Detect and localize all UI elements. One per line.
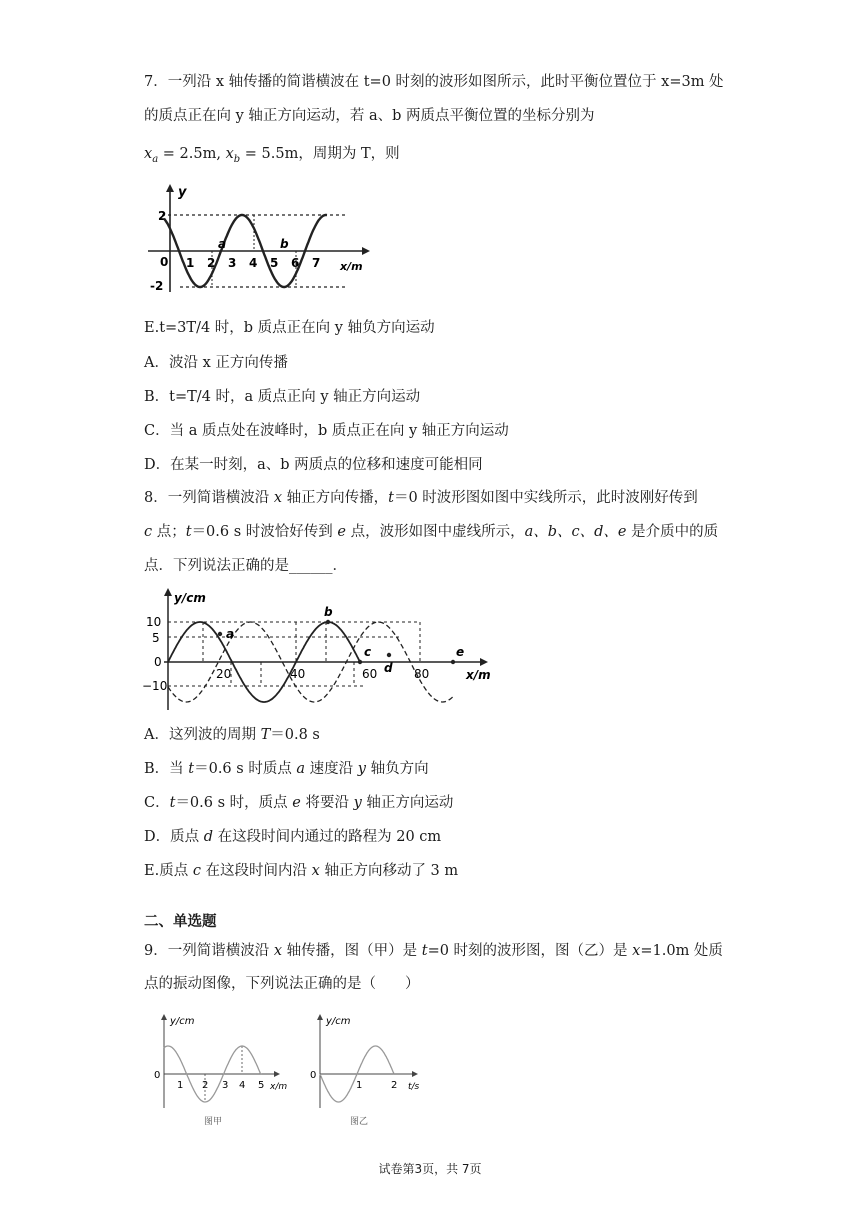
q8-text: D．质点	[144, 829, 204, 845]
q7-formula-xa: x	[144, 146, 153, 162]
q9b-x-label: t/s	[408, 1082, 420, 1092]
q7-option-d: D．在某一时刻，a、b 两质点的位移和速度可能相同	[144, 457, 483, 473]
q9-text: 轴传播，图（甲）是	[282, 943, 422, 959]
q8-xtick-40: 40	[290, 667, 306, 681]
q8-text: 轴正方向传播，	[282, 490, 389, 506]
q9-var: x	[273, 943, 283, 959]
q7-wave-graph	[140, 180, 380, 298]
q7-stem-line3	[144, 143, 400, 171]
q8-text: 轴负方向	[366, 761, 429, 777]
q8-text: 点，波形如图中虚线所示，	[345, 524, 525, 540]
q7-ymax-label: 2	[158, 209, 167, 223]
q7-tick-2: 2	[207, 256, 216, 270]
q9-var: t	[421, 943, 428, 959]
q8-point-b	[326, 620, 330, 624]
q9a-caption: 图甲	[204, 1117, 223, 1127]
q9b-y-label: y/cm	[326, 1016, 351, 1027]
q8-text: 点；	[152, 524, 186, 540]
q8-label-b: b	[324, 605, 333, 619]
q8-text: A．这列波的周期	[144, 727, 261, 743]
q8-ytick-5: 5	[152, 631, 160, 645]
q8-label-c: c	[364, 645, 372, 659]
q8-label-a: a	[226, 627, 235, 641]
q7-point-b-label: b	[280, 237, 289, 251]
q9a-origin: 0	[154, 1070, 161, 1081]
q7-formula-sub-a: a	[152, 153, 159, 165]
q8-point-a	[218, 632, 222, 636]
q7-option-a: A．波沿 x 正方向传播	[144, 355, 288, 371]
q9a-y-label: y/cm	[170, 1016, 195, 1027]
q8-x-label: x/m	[466, 668, 491, 682]
q8-label-e: e	[456, 645, 465, 659]
q7-stem-tail: ，周期为 T，则	[298, 146, 400, 162]
q7-stem-line2: 的质点正在向 y 轴正方向运动，若 a、b 两质点平衡位置的坐标分别为	[144, 108, 595, 124]
q7-option-b: B．t=T/4 时，a 质点正向 y 轴正方向运动	[144, 389, 421, 405]
q7-tick-6: 6	[291, 256, 300, 270]
q8-option-e	[144, 860, 458, 882]
q8-text: 速度沿	[305, 761, 358, 777]
page-footer: 试卷第3页，共 7页	[378, 1162, 482, 1176]
q8-text: 轴正方向运动	[361, 795, 454, 811]
q9a-tick-3: 3	[222, 1080, 229, 1091]
q8-var: T	[260, 727, 271, 743]
q8-text: E.质点	[144, 863, 193, 879]
q7-tick-3: 3	[228, 256, 237, 270]
q8-point-c	[358, 660, 362, 664]
q8-text: ＝0.8 s	[270, 727, 320, 743]
q8-option-b	[144, 758, 429, 780]
q8-var: x	[273, 490, 283, 506]
q9a-tick-5: 5	[258, 1080, 265, 1091]
q7-tick-4: 4	[249, 256, 258, 270]
q9a-tick-4: 4	[239, 1080, 246, 1091]
q8-ytick-neg10: −10	[142, 679, 168, 693]
q8-var: t	[185, 524, 192, 540]
q7-point-a-label: a	[218, 237, 227, 251]
q9-stem-line1	[144, 940, 723, 962]
q7-option-e: E.t=3T/4 时，b 质点正在向 y 轴负方向运动	[144, 320, 435, 336]
q8-xtick-20: 20	[216, 667, 232, 681]
q8-ytick-10: 10	[146, 615, 162, 629]
q7-origin-label: 0	[160, 255, 169, 269]
q8-text: C．	[144, 795, 170, 811]
q8-wave-graph	[140, 586, 500, 714]
q9-text: 9．一列简谐横波沿	[144, 943, 274, 959]
q8-var: t	[388, 490, 394, 506]
q9-figure-a	[146, 1012, 296, 1130]
q8-var: y	[357, 761, 366, 777]
q8-text: 将要沿	[300, 795, 354, 811]
q8-point-e	[451, 660, 455, 664]
q8-text: 8．一列简谐横波沿	[144, 490, 274, 506]
q8-y-label: y/cm	[174, 591, 206, 605]
q8-var: e	[292, 795, 301, 811]
q8-option-a	[144, 724, 320, 746]
q8-text: ＝0.6 s 时质点	[194, 761, 297, 777]
q8-xtick-60: 60	[362, 667, 378, 681]
q7-option-c: C．当 a 质点处在波峰时，b 质点正在向 y 轴正方向运动	[144, 423, 509, 439]
q7-tick-5: 5	[270, 256, 279, 270]
q8-text: ＝0.6 s 时，质点	[175, 795, 293, 811]
q7-formula-end: = 5.5m	[240, 146, 299, 162]
q9b-origin: 0	[310, 1070, 317, 1081]
q8-text: ＝0 时波形图如图中实线所示，此时波刚好传到	[393, 490, 698, 506]
q8-var: a	[296, 761, 306, 777]
q7-x-label: x/m	[340, 260, 363, 273]
q8-var: t	[188, 761, 195, 777]
q9-var: x	[632, 943, 641, 959]
q8-label-d: d	[384, 661, 393, 675]
q8-ytick-0: 0	[154, 655, 162, 669]
q9-text: =0 时刻的波形图，图（乙）是	[427, 943, 633, 959]
q8-stem-line1	[144, 487, 698, 509]
q8-xtick-80: 80	[414, 667, 430, 681]
q8-var: e	[337, 524, 346, 540]
q8-point-d	[387, 653, 391, 657]
q8-var: y	[353, 795, 362, 811]
q7-ymin-label: -2	[150, 279, 164, 293]
q9-stem-line2: 点的振动图像，下列说法正确的是（ ）	[144, 976, 420, 992]
q8-stem-line3: 点．下列说法正确的是______．	[144, 558, 347, 574]
q8-var: a、b、c、d、e	[524, 524, 627, 540]
q7-formula-mid: = 2.5m,	[158, 146, 226, 162]
q8-var: c	[192, 863, 201, 879]
q8-option-c	[144, 792, 453, 814]
q8-text: B．当	[144, 761, 189, 777]
q8-text: ＝0.6 s 时波恰好传到	[191, 524, 338, 540]
q7-y-label: y	[178, 185, 187, 200]
q9a-tick-2: 2	[202, 1080, 209, 1091]
q9b-tick-1: 1	[356, 1080, 363, 1091]
q9-text: =1.0m 处质	[640, 943, 723, 959]
q7-tick-7: 7	[312, 256, 321, 270]
q7-stem-line1: 7．一列沿 x 轴传播的简谐横波在 t=0 时刻的波形如图所示，此时平衡位置位于 x=3m 处	[144, 74, 724, 90]
q8-text: 轴正方向移动了 3 m	[319, 863, 459, 879]
q8-var: x	[311, 863, 320, 879]
q9a-x-label: x/m	[270, 1082, 288, 1092]
q9b-tick-2: 2	[391, 1080, 398, 1091]
q7-formula-sub-b: b	[233, 153, 241, 165]
q9a-tick-1: 1	[177, 1080, 184, 1091]
q8-stem-line2	[144, 521, 718, 543]
q7-tick-1: 1	[186, 256, 195, 270]
q8-text: 在这段时间内沿	[200, 863, 312, 879]
q8-var: t	[169, 795, 176, 811]
section-heading: 二、单选题	[144, 914, 217, 930]
q9b-caption: 图乙	[350, 1117, 369, 1127]
q8-text: 是介质中的质	[626, 524, 719, 540]
q8-var: c	[144, 524, 153, 540]
q8-option-d	[144, 826, 441, 848]
q8-var: d	[203, 829, 214, 845]
q7-formula-xb: x	[225, 146, 234, 162]
q9-figure-b	[306, 1012, 436, 1130]
q8-text: 在这段时间内通过的路程为 20 cm	[213, 829, 442, 845]
